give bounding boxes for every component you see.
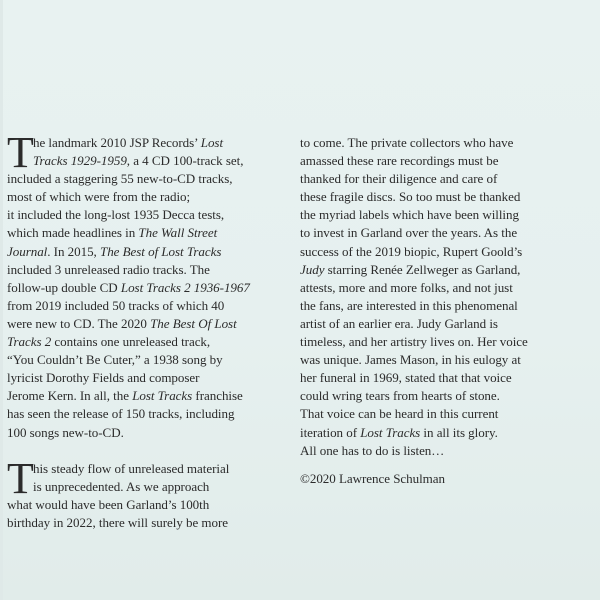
paragraph-line: timeless, and her artistry lives on. Her voice [300,334,528,350]
text-run: were new to CD. The 2020 [7,315,151,331]
italic-run: Tracks 1929-1959 [33,153,127,169]
italic-run: Lost Tracks [132,388,193,404]
text-run: he landmark 2010 JSP Records’ [33,135,201,150]
paragraph-1 [7,128,287,442]
paragraph-line: the fans, are interested in this phenomenal [300,297,518,313]
paragraph-line: what would have been Garland’s 100th [7,496,210,512]
paragraph-line [7,134,287,152]
paragraph-line: 100 songs new-to-CD. [7,424,124,440]
paragraph-line: from 2019 included 50 tracks of which 40 [7,297,225,313]
text-run: Jerome Kern. In all, the [7,388,133,404]
paragraph-line: the myriad labels which have been willing [300,207,519,223]
text-run: iteration of [300,424,361,440]
paragraph-line: it included the long-lost 1935 Decca tests, [7,207,225,223]
paragraph-line: That voice can be heard in this current [300,406,499,422]
italic-run: The Best Of Lost [150,315,237,331]
dropcap-letter: T [7,128,34,177]
paragraph-gap [7,442,287,460]
text-run: , a 4 CD 100-track set, [126,153,244,169]
paragraph-line [7,243,287,261]
italic-run: Lost Tracks 2 1936-1967 [120,279,250,295]
paragraph-line: her funeral in 1969, stated that that voice [300,370,512,386]
text-run: which made headlines in [7,225,139,241]
paragraph-line: success of the 2019 biopic, Rupert Goold’s [300,243,523,259]
text-run: starring Renée Zellweger as Garland, [324,261,521,277]
paragraph-line: amassed these rare recordings must be [300,153,499,169]
paragraph-line [300,261,585,279]
text-run: franchise [192,388,243,404]
paragraph-line: artist of an earlier era. Judy Garland is [300,315,498,331]
paragraph-line [7,279,287,297]
paragraph-line: attests, more and more folks, and not just [300,279,513,295]
paragraph-line: lyricist Dorothy Fields and composer [7,370,200,386]
paragraph-line [7,387,287,405]
text-run: . In 2015, [47,243,100,259]
page-left-edge [0,0,3,600]
paragraph-line: most of which were from the radio; [7,189,191,205]
paragraph-line: included 3 unreleased radio tracks. The [7,261,210,277]
paragraph-line [7,315,287,333]
paragraph-line: included a staggering 55 new-to-CD tracks, [7,171,233,187]
paragraph-line [7,152,287,170]
paragraph-line: birthday in 2022, there will surely be more [7,514,229,530]
paragraph-line: “You Couldn’t Be Cuter,” a 1938 song by [7,352,223,368]
italic-run: Journal [7,243,48,259]
paragraph-line: to come. The private collectors who have [300,135,514,150]
paragraph-line [300,424,585,442]
dropcap-letter: T [7,453,34,503]
paragraph-line [7,333,287,351]
paragraph-line [7,224,287,242]
italic-run: Lost Tracks [360,424,421,440]
paragraph-line: thanked for their diligence and care of [300,171,498,187]
left-column [7,128,287,532]
signature: ©2020 Lawrence Schulman [300,470,445,486]
signature-gap [300,460,585,470]
paragraph-2 [7,453,287,532]
text-run: in all its glory. [420,424,498,440]
paragraph-line: could wring tears from hearts of stone. [300,388,500,404]
paragraph-line: was unique. James Mason, in his eulogy at [300,352,521,368]
paragraph-line: his steady flow of unreleased material [33,460,230,476]
italic-run: Tracks 2 [7,334,52,350]
italic-run: The Best of Lost Tracks [99,243,222,259]
italic-run: Judy [300,261,325,277]
paragraph-line: All one has to do is listen… [300,442,445,458]
paragraph-line: has seen the release of 150 tracks, including [7,406,235,422]
paragraph-line: is unprecedented. As we approach [33,478,210,494]
right-column [300,134,585,488]
italic-run: The Wall Street [138,225,218,241]
paragraph-line: to invest in Garland over the years. As the [300,225,518,241]
text-run: follow-up double CD [7,279,121,295]
paragraph-line: these fragile discs. So too must be thanked [300,189,521,205]
italic-run: Lost [200,135,224,150]
text-run: contains one unreleased track, [51,334,211,350]
